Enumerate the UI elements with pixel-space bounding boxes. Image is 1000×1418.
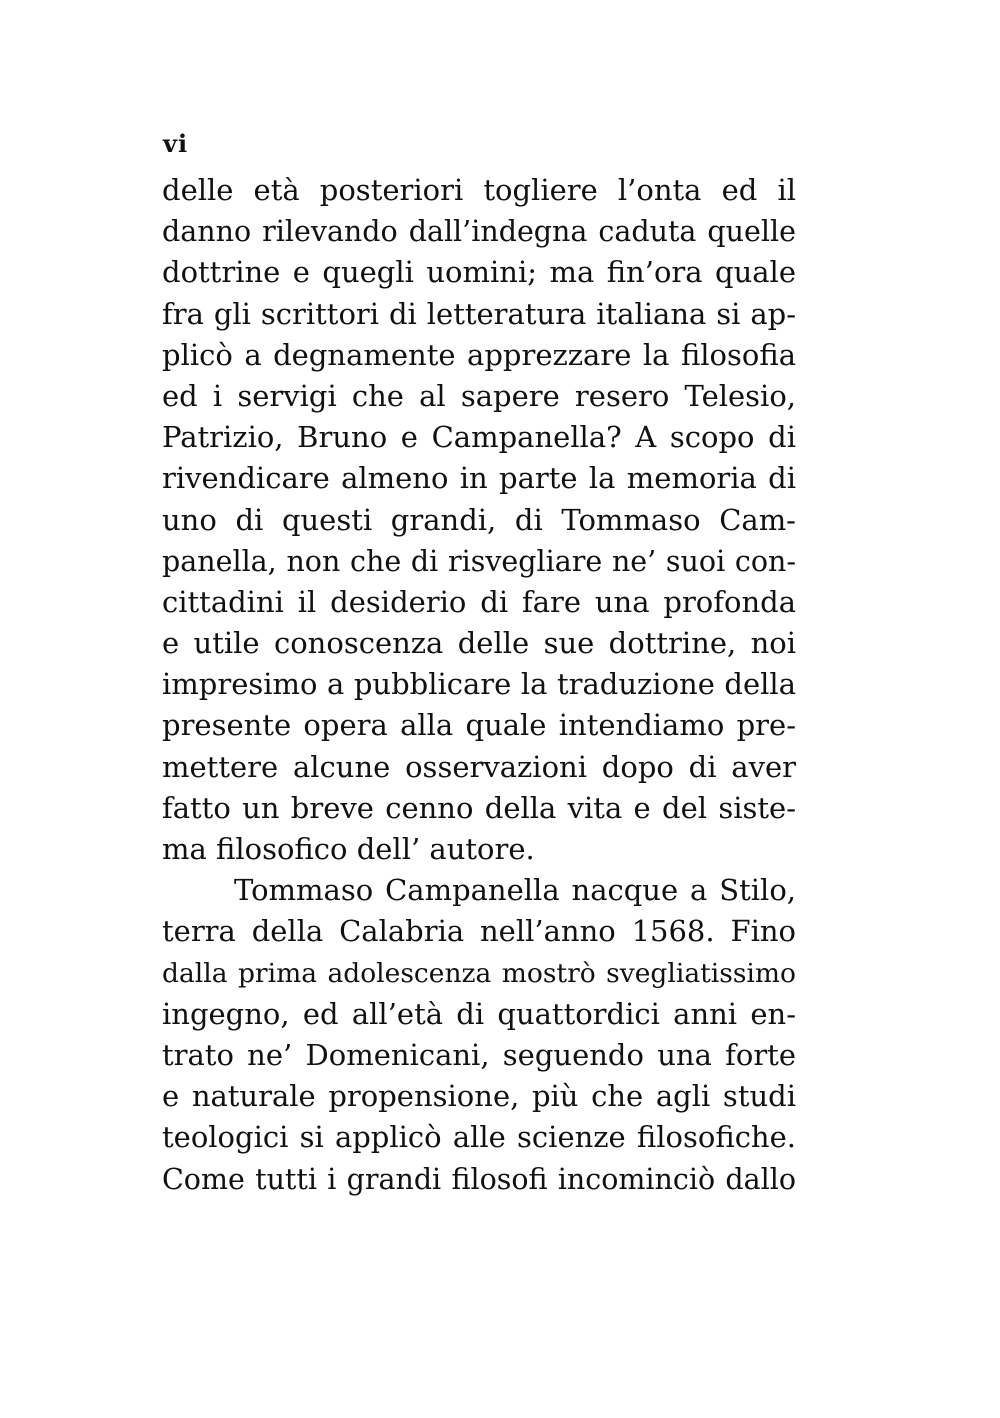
text-line: e naturale propensione, più che agli studi <box>162 1079 796 1114</box>
text-line: terra della Calabria nell’anno 1568. Fino <box>162 914 796 949</box>
text-line: plicò a degnamente apprezzare la filosofia <box>162 337 796 372</box>
page-number: vi <box>163 129 189 158</box>
text-line: fatto un breve cenno della vita e del siste- <box>162 790 796 825</box>
text-line: ingegno, ed all’età di quattordici anni en- <box>162 996 796 1031</box>
text-line: trato ne’ Domenicani, seguendo una forte <box>162 1037 796 1072</box>
text-line: Come tutti i grandi filosofi incominciò dallo <box>162 1162 796 1196</box>
text-line: e utile conoscenza delle sue dottrine, noi <box>162 626 796 661</box>
text-line: Patrizio, Bruno e Campanella? A scopo di <box>162 420 796 455</box>
body-text <box>162 170 796 1200</box>
text-line: uno di questi grandi, di Tommaso Cam- <box>162 502 796 537</box>
text-line: rivendicare almeno in parte la memoria di <box>162 461 796 496</box>
text-line: cittadini il desiderio di fare una profonda <box>162 584 796 619</box>
text-line: dalla prima adolescenza mostrò svegliatissimo <box>162 957 796 989</box>
text-line: danno rilevando dall’indegna caduta quelle <box>162 215 796 249</box>
paragraph-start-line: Tommaso Campanella nacque a Stilo, <box>234 873 796 908</box>
text-line: delle età posteriori togliere l’onta ed il <box>162 173 796 207</box>
text-line: impresimo a pubblicare la traduzione della <box>162 667 796 702</box>
text-line: fra gli scrittori di letteratura italiana si ap- <box>162 296 796 331</box>
text-line: dottrine e quegli uomini; ma fin’ora quale <box>162 255 796 290</box>
text-line: presente opera alla quale intendiamo pre- <box>162 708 796 743</box>
text-line: teologici si applicò alle scienze filosofiche. <box>162 1120 796 1155</box>
text-line: ed i servigi che al sapere resero Telesio, <box>162 378 796 413</box>
text-line: mettere alcune osservazioni dopo di aver <box>162 749 796 784</box>
text-line: panella, non che di risvegliare ne’ suoi con- <box>162 544 796 578</box>
paragraph-end-line: ma filosofico dell’ autore. <box>162 832 535 866</box>
